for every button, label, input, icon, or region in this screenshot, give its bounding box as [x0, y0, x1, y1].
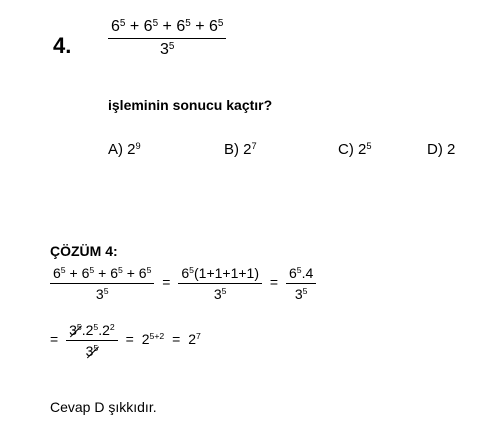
- solution-fraction-sum: $\frac{6^5 + 6^5 + 6^5 + 6^5}{3^5}$: [50, 265, 154, 302]
- solution-step-1: $\frac{6^5 + 6^5 + 6^5 + 6^5}{3^5}$ = $\frac{6^5(1+1+1+1)}{3^5}$ = $\frac{6^5.4}{3^5}$: [50, 265, 316, 302]
- solution-fraction-factored: $\frac{6^5(1+1+1+1)}{3^5}$: [178, 265, 262, 302]
- option-a[interactable]: A) $2^9$: [108, 140, 141, 158]
- question-denominator: $3^5$: [160, 40, 175, 58]
- option-c[interactable]: C) $2^5$: [338, 140, 372, 158]
- solution-step-2: = $\frac{3^5.2^5.2^2}{3^5}$ = $2^{5+2} = 2^7$: [50, 322, 201, 359]
- question-numerator: $6^5 + 6^5 + 6^5 + 6^5$: [108, 18, 226, 39]
- solution-fraction-product: $\frac{6^5.4}{3^5}$: [286, 265, 316, 302]
- option-d[interactable]: D) 2: [427, 141, 456, 158]
- cancelled-term: $3^5$: [69, 322, 82, 338]
- answer-text: Cevap D şıkkıdır.: [50, 399, 157, 415]
- solution-fraction-cancel: $\frac{3^5.2^5.2^2}{3^5}$: [66, 322, 118, 359]
- solution-title: ÇÖZÜM 4:: [50, 243, 118, 259]
- cancelled-term: $3^5$: [85, 343, 99, 359]
- question-prompt: işleminin sonucu kaçtır?: [108, 97, 273, 113]
- question-number: 4.: [53, 33, 72, 58]
- option-b[interactable]: B) $2^7$: [224, 140, 257, 158]
- question-expression: [108, 18, 226, 59]
